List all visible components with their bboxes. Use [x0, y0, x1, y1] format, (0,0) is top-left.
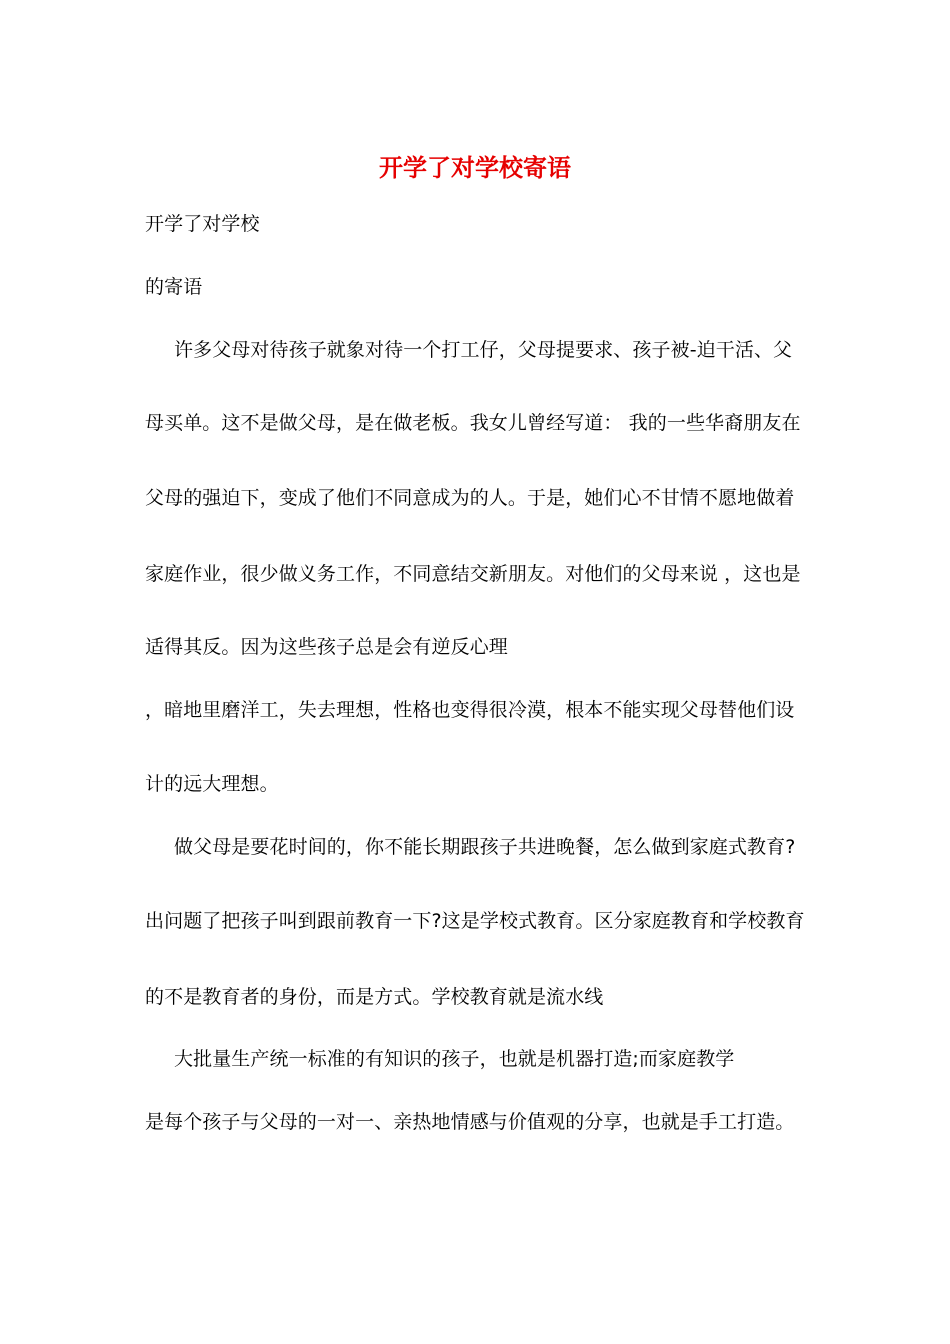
- paragraph-line: 母买单。这不是做父母，是在做老板。我女儿曾经写道： 我的一些华裔朋友在: [145, 412, 801, 434]
- paragraph-line: ，暗地里磨洋工，失去理想，性格也变得很冷漠，根本不能实现父母替他们设: [145, 699, 795, 721]
- paragraph-line: 计的远大理想。: [145, 773, 279, 795]
- text-line: 的寄语: [145, 276, 203, 298]
- paragraph-line: 出问题了把孩子叫到跟前教育一下?这是学校式教育。区分家庭教育和学校教育: [145, 910, 805, 932]
- paragraph-line: 的不是教育者的身份，而是方式。学校教育就是流水线: [145, 986, 604, 1008]
- paragraph-line: 许多父母对待孩子就象对待一个打工仔，父母提要求、孩子被-迫干活、父: [174, 339, 793, 361]
- paragraph-line: 大批量生产统一标准的有知识的孩子，也就是机器打造;而家庭教学: [174, 1048, 735, 1070]
- paragraph-line: 是每个孩子与父母的一对一、亲热地情感与价值观的分享，也就是手工打造。: [145, 1111, 795, 1133]
- paragraph-line: 家庭作业，很少做义务工作，不同意结交新朋友。对他们的父母来说 ，这也是: [145, 563, 801, 585]
- paragraph-line: 父母的强迫下，变成了他们不同意成为的人。于是，她们心不甘情不愿地做着: [145, 487, 795, 509]
- paragraph-line: 适得其反。因为这些孩子总是会有逆反心理: [145, 636, 508, 658]
- text-line: 开学了对学校: [145, 213, 260, 235]
- paragraph-line: 做父母是要花时间的，你不能长期跟孩子共进晚餐，怎么做到家庭式教育?: [174, 836, 796, 858]
- document-title: 开学了对学校寄语: [379, 153, 571, 182]
